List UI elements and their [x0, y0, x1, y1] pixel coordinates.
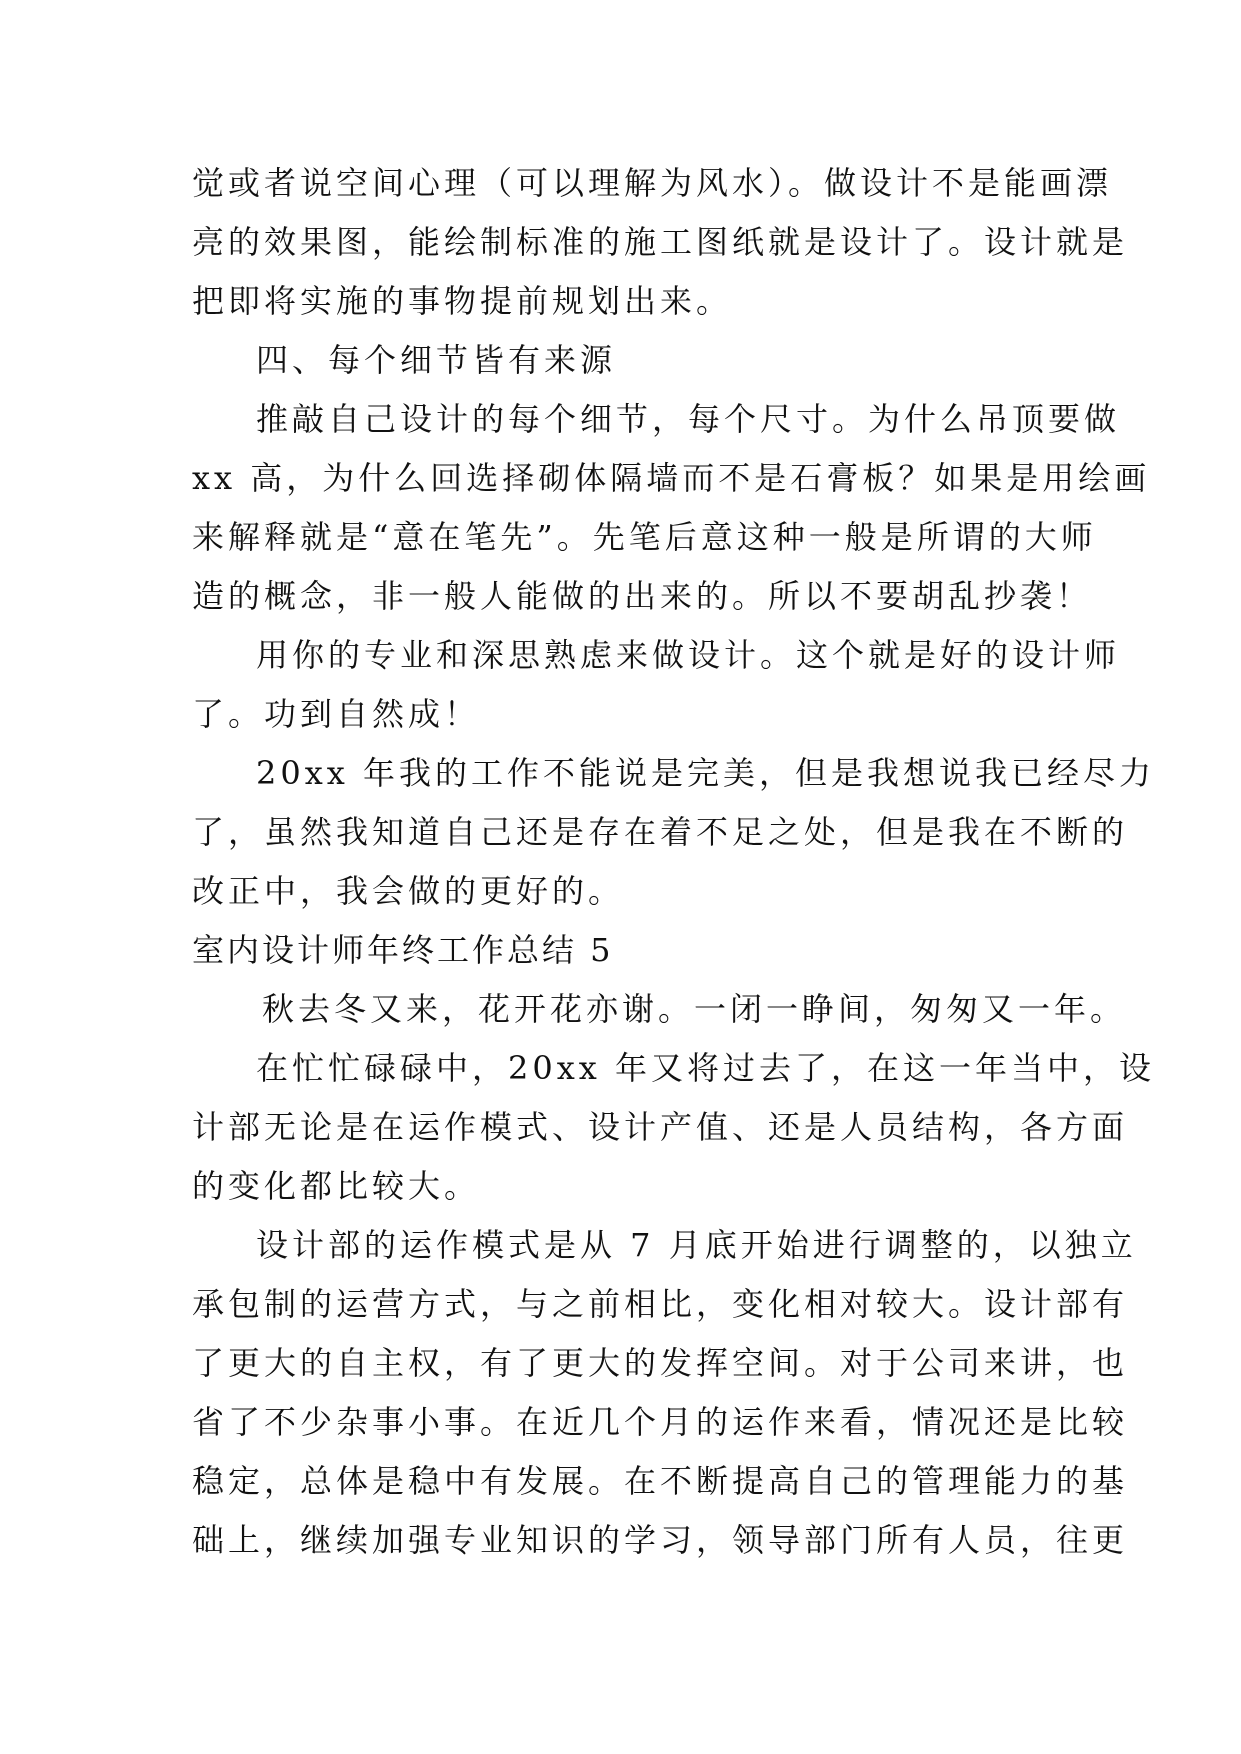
text-line: 承包制的运营方式，与之前相比，变化相对较大。设计部有 [192, 1285, 1129, 1323]
document-title: 室内设计师年终工作总结 5 [192, 931, 614, 969]
text-line: 造的概念，非一般人能做的出来的。所以不要胡乱抄袭！ [192, 577, 1093, 615]
section-heading: 四、每个细节皆有来源 [256, 341, 617, 379]
text-line: 了，虽然我知道自己还是存在着不足之处，但是我在不断的 [192, 813, 1129, 851]
text-line: 稳定，总体是稳中有发展。在不断提高自己的管理能力的基 [192, 1462, 1129, 1500]
text-line: 用你的专业和深思熟虑来做设计。这个就是好的设计师 [256, 636, 1121, 674]
document-body [192, 154, 1155, 1570]
text-line: 秋去冬又来，花开花亦谢。一闭一睁间，匆匆又一年。 [262, 990, 1127, 1028]
text-line: 设计部的运作模式是从 7 月底开始进行调整的，以独立 [256, 1226, 1137, 1264]
text-line: 20xx 年我的工作不能说是完美，但是我想说我已经尽力 [256, 754, 1155, 792]
text-line: 础上，继续加强专业知识的学习，领导部门所有人员，往更 [192, 1521, 1129, 1559]
text-line: xx 高，为什么回选择砌体隔墙而不是石膏板？如果是用绘画 [192, 459, 1151, 497]
text-line: 在忙忙碌碌中，20xx 年又将过去了，在这一年当中，设 [256, 1049, 1155, 1087]
text-line: 改正中，我会做的更好的。 [192, 872, 625, 910]
text-line: 了。功到自然成！ [192, 695, 481, 733]
text-line: 的变化都比较大。 [192, 1167, 481, 1205]
text-line: 推敲自己设计的每个细节，每个尺寸。为什么吊顶要做 [256, 400, 1121, 438]
text-line: 计部无论是在运作模式、设计产值、还是人员结构，各方面 [192, 1108, 1129, 1146]
text-line: 来解释就是“意在笔先”。先笔后意这种一般是所谓的大师 [192, 518, 1097, 556]
text-line: 了更大的自主权，有了更大的发挥空间。对于公司来讲，也 [192, 1344, 1129, 1382]
text-line: 把即将实施的事物提前规划出来。 [192, 282, 733, 320]
text-line: 亮的效果图，能绘制标准的施工图纸就是设计了。设计就是 [192, 223, 1129, 261]
text-line: 觉或者说空间心理（可以理解为风水）。做设计不是能画漂 [192, 164, 1113, 202]
text-line: 省了不少杂事小事。在近几个月的运作来看，情况还是比较 [192, 1403, 1129, 1441]
